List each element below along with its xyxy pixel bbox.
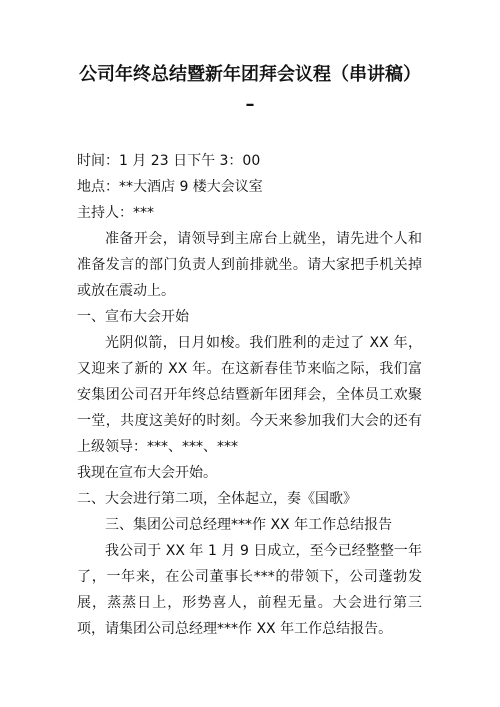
body-paragraph-2: 我现在宣布大会开始。 [77,465,217,481]
title-line-1: 公司年终总结暨新年团拜会议程（串讲稿） [79,64,421,85]
section-heading-2: 二、大会进行第二项，全体起立，奏《国歌》 [77,491,357,507]
body-paragraph-3: 我公司于 XX 年 1 月 9 日成立，至今已经整整一年了，一年来，在公司董事长***的带领下，公司蓬勃发展，蒸蒸日上，形势喜人，前程无量。大会进行第三项，请集团公司总经理***作 XX 年工作总结报告。 [77,543,422,637]
opening-paragraph: 准备开会，请领导到主席台上就坐，请先进个人和准备发言的部门负责人到前排就坐。请大家把手机关掉或放在震动上。 [77,231,422,299]
body-paragraph-1: 光阴似箭，日月如梭。我们胜利的走过了 XX 年，又迎来了新的 XX 年。在这新春佳节来临之际，我们富安集团公司召开年终总结暨新年团拜会，全体员工欢聚一堂，共度这美好的时刻。今天来参加我们大会的还有上级领导：***、***、*** [77,335,422,455]
section-heading-3: 三、集团公司总经理***作 XX 年工作总结报告 [105,517,393,533]
document-body [77,148,422,642]
section-heading-1: 一、宣布大会开始 [77,309,189,325]
meeting-time: 时间：1 月 23 日下午 3：00 [77,153,261,169]
title-line-2: – [245,94,255,115]
meeting-host: 主持人：*** [77,205,154,221]
meeting-location: 地点：**大酒店 9 楼大会议室 [77,179,263,195]
document-title [60,60,440,120]
